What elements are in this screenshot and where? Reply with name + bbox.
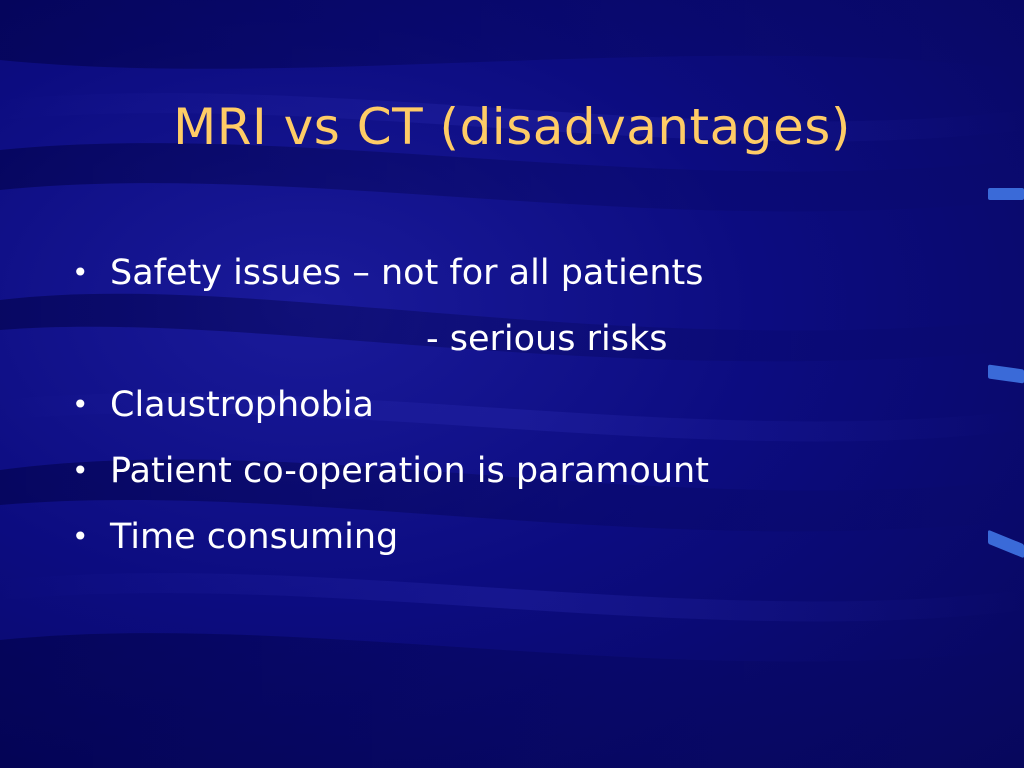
bullet-marker: • [72,454,89,487]
bullet-marker: • [72,520,89,553]
wave-band [0,633,1024,768]
wave-band [0,0,1024,70]
bullet-text: Safety issues – not for all patients [110,253,704,293]
bullet-text: Claustrophobia [110,385,374,425]
bullet-text: Patient co-operation is paramount [110,451,709,491]
wave-highlight [0,573,1024,621]
accent-tick-mark [988,188,1024,200]
bullet-marker: • [72,256,89,289]
slide-title: MRI vs CT (disadvantages) [173,98,851,156]
bullet-continuation-text: - serious risks [426,319,668,359]
bullet-text: Time consuming [110,517,399,557]
bullet-marker: • [72,388,89,421]
